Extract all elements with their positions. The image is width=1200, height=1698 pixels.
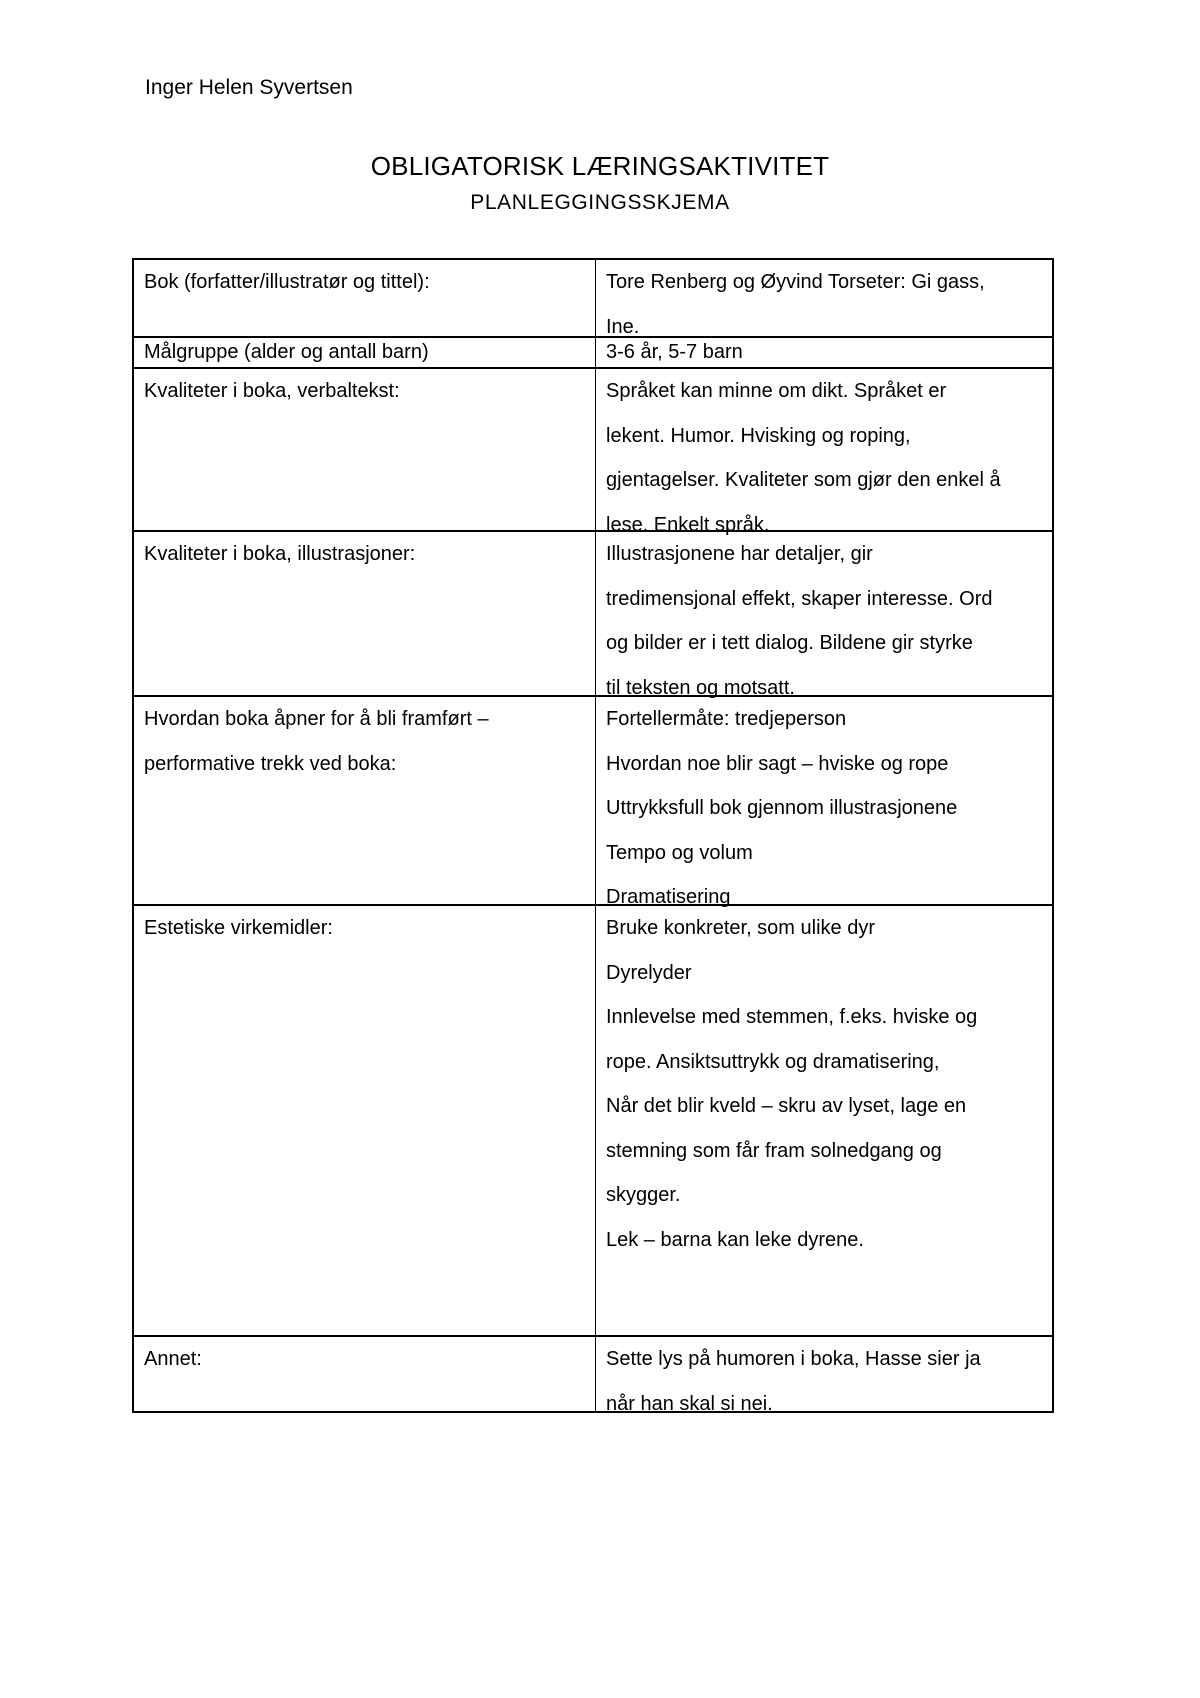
value-line: Språket kan minne om dikt. Språket er bbox=[606, 380, 947, 402]
value-line: lekent. Humor. Hvisking og roping, bbox=[606, 424, 911, 447]
author-name: Inger Helen Syvertsen bbox=[145, 76, 353, 99]
label-line: Målgruppe (alder og antall barn) bbox=[144, 341, 429, 363]
value-line: skygger. bbox=[606, 1184, 681, 1206]
label-line: Kvaliteter i boka, verbaltekst: bbox=[144, 380, 400, 402]
value-line: Hvordan noe blir sagt – hviske og rope bbox=[606, 752, 949, 775]
table-row-book bbox=[134, 260, 1052, 336]
value-line: når han skal si nei. bbox=[606, 1392, 773, 1415]
label-line: Kvaliteter i boka, illustrasjoner: bbox=[144, 543, 416, 565]
row-value bbox=[596, 906, 1052, 1335]
row-label bbox=[134, 906, 596, 1335]
value-line: Innlevelse med stemmen, f.eks. hviske og bbox=[606, 1006, 978, 1028]
label-line: Bok (forfatter/illustratør og tittel): bbox=[144, 271, 430, 293]
value-line: Tore Renberg og Øyvind Torseter: Gi gass, bbox=[606, 271, 985, 293]
value-line: Fortellermåte: tredjeperson bbox=[606, 708, 847, 730]
label-line: performative trekk ved boka: bbox=[144, 752, 397, 775]
row-value bbox=[596, 1337, 1052, 1415]
label-line: Hvordan boka åpner for å bli framført – bbox=[144, 708, 489, 730]
value-line: stemning som får fram solnedgang og bbox=[606, 1139, 942, 1162]
table-row-target-group bbox=[134, 336, 1052, 367]
label-line: Annet: bbox=[144, 1348, 202, 1370]
document-title: OBLIGATORISK LÆRINGSAKTIVITET bbox=[370, 151, 830, 181]
row-label bbox=[134, 697, 596, 904]
row-label bbox=[134, 532, 596, 695]
value-line: gjentagelser. Kvaliteter som gjør den enkel å bbox=[606, 469, 1001, 491]
table-row-aesthetic-means bbox=[134, 904, 1052, 1335]
value-line: Lek – barna kan leke dyrene. bbox=[606, 1228, 864, 1251]
row-label bbox=[134, 369, 596, 530]
value-line: Når det blir kveld – skru av lyset, lage en bbox=[606, 1095, 967, 1117]
value-line: Illustrasjonene har detaljer, gir bbox=[606, 543, 873, 565]
row-value bbox=[596, 697, 1052, 908]
value-line: og bilder er i tett dialog. Bildene gir styrke bbox=[606, 632, 973, 654]
table-row-illustration-qualities bbox=[134, 530, 1052, 699]
row-label bbox=[134, 338, 596, 367]
value-line: 3-6 år, 5-7 barn bbox=[606, 341, 743, 363]
value-line: Ine. bbox=[606, 315, 640, 338]
label-line: Estetiske virkemidler: bbox=[144, 917, 333, 939]
table-row-other bbox=[134, 1335, 1052, 1415]
planning-form-table bbox=[132, 258, 1054, 1413]
row-value bbox=[596, 532, 1052, 699]
value-line: Uttrykksfull bok gjennom illustrasjonene bbox=[606, 797, 958, 819]
value-line: til teksten og motsatt. bbox=[606, 676, 795, 699]
row-label bbox=[134, 1337, 596, 1411]
table-row-verbal-qualities bbox=[134, 367, 1052, 536]
value-line: lese. Enkelt språk. bbox=[606, 513, 770, 536]
document-subtitle: PLANLEGGINGSSKJEMA bbox=[470, 191, 730, 214]
value-line: Bruke konkreter, som ulike dyr bbox=[606, 917, 875, 939]
value-line: rope. Ansiktsuttrykk og dramatisering, bbox=[606, 1050, 940, 1073]
table-row-performative-traits bbox=[134, 695, 1052, 908]
value-line: Sette lys på humoren i boka, Hasse sier ja bbox=[606, 1348, 981, 1370]
row-value bbox=[596, 260, 1052, 336]
row-value bbox=[596, 338, 1052, 367]
value-line: Dyrelyder bbox=[606, 961, 692, 984]
row-label bbox=[134, 260, 596, 336]
row-value bbox=[596, 369, 1052, 536]
value-line: Dramatisering bbox=[606, 886, 731, 908]
value-line: tredimensjonal effekt, skaper interesse. Ord bbox=[606, 587, 993, 610]
value-line: Tempo og volum bbox=[606, 841, 753, 864]
